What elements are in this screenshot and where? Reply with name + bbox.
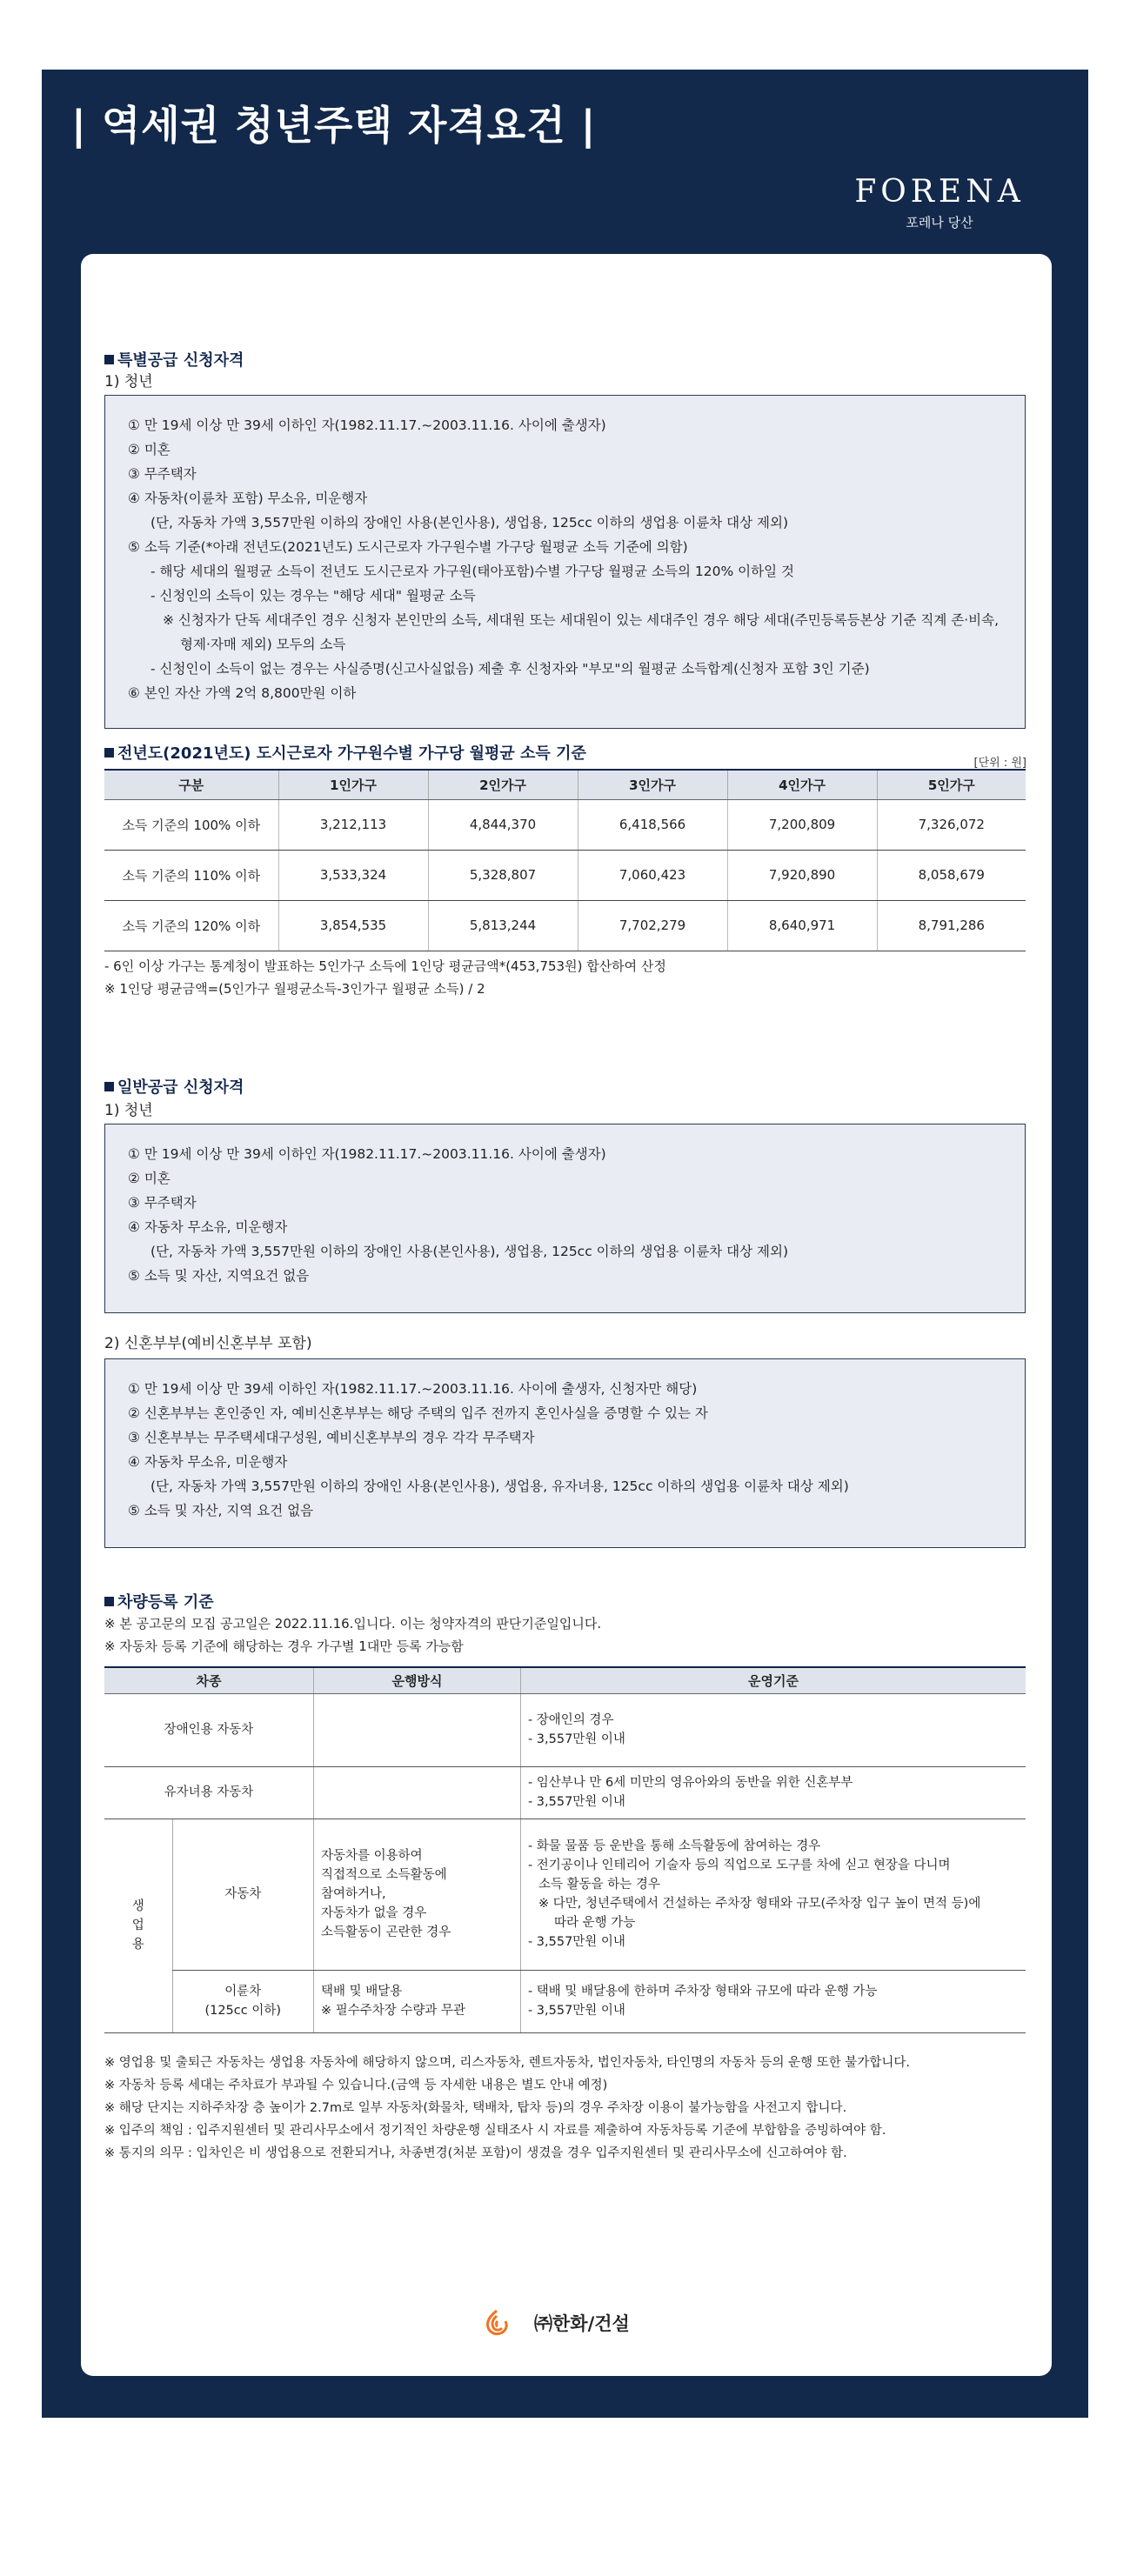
list-item: ③ 신혼부부는 무주택세대구성원, 예비신혼부부의 경우 각각 무주택자 — [128, 1430, 535, 1445]
page-title: | 역세권 청년주택 자격요건 | — [71, 102, 597, 149]
table-cell: - 장애인의 경우 - 3,557만원 이내 — [520, 1693, 1026, 1766]
list-item: ④ 자동차 무소유, 미운행자 — [128, 1219, 288, 1235]
table-header: 5인가구 — [877, 770, 1026, 799]
table-cell: 5,328,807 — [428, 850, 578, 900]
table-cell: 자동차를 이용하여 직접적으로 소득활동에 참여하거나, 자동차가 없을 경우 소득활동이 곤란한 경우 — [313, 1819, 520, 1970]
table-header-row — [104, 770, 1026, 799]
table-cell: 8,058,679 — [877, 850, 1026, 900]
table-cell: 6,418,566 — [578, 799, 727, 850]
general-newlywed-box — [104, 1358, 1026, 1548]
table-row — [104, 900, 1026, 951]
table-header: 4인가구 — [727, 770, 877, 799]
list-item: ⑥ 본인 자산 가액 2억 8,800만원 이하 — [128, 685, 357, 701]
table-cell: - 택배 및 배달용에 한하며 주차장 형태와 규모에 따라 운행 가능 - 3,557만원 이내 — [520, 1970, 1026, 2032]
table-header: 차종 — [104, 1667, 313, 1693]
general-newlywed-subtitle: 2) 신혼부부(예비신혼부부 포함) — [104, 1335, 312, 1352]
table-cell: - 임산부나 만 6세 미만의 영유아와의 동반을 위한 신혼부부 - 3,557만원 이내 — [520, 1766, 1026, 1819]
table-row — [104, 1766, 1026, 1819]
general-youth-box — [104, 1124, 1026, 1313]
table-row — [104, 850, 1026, 900]
table-cell: 소득 기준의 120% 이하 — [104, 900, 278, 951]
table-cell: 8,640,971 — [727, 900, 877, 951]
table-row — [104, 1693, 1026, 1766]
table-cell: 7,326,072 — [877, 799, 1026, 850]
bullet-square-icon — [104, 1082, 114, 1091]
table-header: 구분 — [104, 770, 278, 799]
income-note: - 6인 이상 가구는 통계청이 발표하는 5인가구 소득에 1인당 평균금액*(453,753원) 합산하여 산정 — [104, 958, 666, 974]
table-cell: 소득 기준의 100% 이하 — [104, 799, 278, 850]
table-cell: 8,791,286 — [877, 900, 1026, 951]
list-item: ※ 신청자가 단독 세대주인 경우 신청자 본인만의 소득, 세대원 또는 세대원이 있는 세대주인 경우 해당 세대(주민등록등본상 기준 직계 존·비속, — [163, 612, 999, 628]
list-item: (단, 자동차 가액 3,557만원 이하의 장애인 사용(본인사용), 생업용, 125cc 이하의 생업용 이륜차 대상 제외) — [150, 1244, 789, 1259]
table-cell: 이륜차 (125cc 이하) — [172, 1970, 313, 2032]
income-note: ※ 1인당 평균금액=(5인가구 월평균소득-3인가구 월평균 소득) / 2 — [104, 981, 485, 997]
forena-logo — [853, 174, 1026, 231]
bullet-square-icon — [104, 355, 114, 364]
list-item: 형제·자매 제외) 모두의 소득 — [180, 637, 346, 652]
table-cell: 3,854,535 — [278, 900, 428, 951]
vehicle-intro: ※ 자동차 등록 기준에 해당하는 경우 가구별 1대만 등록 가능함 — [104, 1638, 464, 1654]
table-row — [104, 1970, 1026, 2032]
income-table — [104, 769, 1026, 951]
vehicle-note: ※ 통지의 의무 : 입차인은 비 생업용으로 전환되거나, 차종변경(처분 포함)이 생겼을 경우 입주지원센터 및 관리사무소에 신고하여야 함. — [104, 2146, 847, 2160]
table-cell: 장애인용 자동차 — [104, 1693, 313, 1766]
table-header: 3인가구 — [578, 770, 727, 799]
general-supply-heading: 일반공급 신청자격 — [104, 1075, 244, 1098]
list-item: ② 미혼 — [128, 442, 171, 457]
bullet-square-icon — [104, 748, 114, 757]
table-cell: 3,533,324 — [278, 850, 428, 900]
vehicle-intro: ※ 본 공고문의 모집 공고일은 2022.11.16.입니다. 이는 청약자격의 판단기준일입니다. — [104, 1616, 602, 1632]
table-cell: 7,920,890 — [727, 850, 877, 900]
vehicle-note: ※ 해당 단지는 지하주차장 층 높이가 2.7m로 일부 자동차(화물차, 택배차, 탑차 등)의 경우 주차장 이용이 불가능함을 사전고지 합니다. — [104, 2101, 847, 2115]
table-cell: 소득 기준의 110% 이하 — [104, 850, 278, 900]
vehicle-table — [104, 1666, 1026, 2033]
list-item: ① 만 19세 이상 만 39세 이하인 자(1982.11.17.~2003.11.16. 사이에 출생자, 신청자만 해당) — [128, 1381, 698, 1397]
vehicle-note: ※ 자동차 등록 세대는 주차료가 부과될 수 있습니다.(금액 등 자세한 내용은 별도 안내 예정) — [104, 2079, 608, 2092]
table-cell: 5,813,244 — [428, 900, 578, 951]
table-cell: 유자녀용 자동차 — [104, 1766, 313, 1819]
table-cell: 택배 및 배달용 ※ 필수주차장 수량과 무관 — [313, 1970, 520, 2032]
list-item: ④ 자동차(이륜차 포함) 무소유, 미운행자 — [128, 491, 368, 506]
table-cell: - 화물 물품 등 운반을 통해 소득활동에 참여하는 경우 - 전기공이나 인테리어 기술자 등의 직업으로 도구를 차에 싣고 현장을 다니며 소득 활동을 하는 경우 ※ 다만, 청년주택에서 건설하는 주차장 형태와 규모(주차장 입구 높이 면적 등)에 따라 운행 가능 - 3,557만원 이내 — [520, 1819, 1026, 1970]
vehicle-note: ※ 입주의 책임 : 입주지원센터 및 관리사무소에서 정기적인 차량운행 실태조사 시 자료를 제출하여 자동차등록 기준에 부합함을 증빙하여야 함. — [104, 2124, 886, 2138]
table-cell: 생업용 — [104, 1819, 172, 2032]
vehicle-note: ※ 영업용 및 출퇴근 자동차는 생업용 자동차에 해당하지 않으며, 리스자동차, 렌트자동차, 법인자동차, 타인명의 자동차 등의 운행 또한 불가합니다. — [104, 2056, 910, 2070]
list-item: ② 신혼부부는 혼인중인 자, 예비신혼부부는 해당 주택의 입주 전까지 혼인사실을 증명할 수 있는 자 — [128, 1405, 708, 1421]
list-item: ③ 무주택자 — [128, 466, 197, 482]
table-cell — [313, 1693, 520, 1766]
list-item: ⑤ 소득 및 자산, 지역 요건 없음 — [128, 1503, 314, 1518]
general-youth-subtitle: 1) 청년 — [104, 1102, 153, 1119]
table-cell: 7,200,809 — [727, 799, 877, 850]
table-header: 운영기준 — [520, 1667, 1026, 1693]
logo-word: FORENA — [854, 174, 1025, 210]
table-cell: 4,844,370 — [428, 799, 578, 850]
income-heading: 전년도(2021년도) 도시근로자 가구원수별 가구당 월평균 소득 기준 — [104, 741, 586, 764]
table-header: 1인가구 — [278, 770, 428, 799]
unit-label: [단위 : 원] — [973, 757, 1026, 770]
table-cell: 7,702,279 — [578, 900, 727, 951]
hanwha-logo — [482, 2305, 656, 2339]
logo-subtitle: 포레나 당산 — [906, 215, 973, 230]
vehicle-heading: 차량등록 기준 — [104, 1590, 214, 1612]
list-item: ① 만 19세 이상 만 39세 이하인 자(1982.11.17.~2003.11.16. 사이에 출생자) — [128, 1146, 606, 1162]
list-item: - 신청인이 소득이 없는 경우는 사실증명(신고사실없음) 제출 후 신청자와 "부모"의 월평균 소득합계(신청자 포함 3인 기준) — [150, 661, 870, 677]
table-row — [104, 799, 1026, 850]
list-item: ③ 무주택자 — [128, 1195, 197, 1211]
list-item: ⑤ 소득 기준(*아래 전년도(2021년도) 도시근로자 가구원수별 가구당 월평균 소득 기준에 의함) — [128, 539, 688, 555]
hanwha-flame-icon — [482, 2308, 512, 2338]
list-item: ④ 자동차 무소유, 미운행자 — [128, 1454, 288, 1470]
special-supply-heading: 특별공급 신청자격 — [104, 348, 244, 370]
list-item: ② 미혼 — [128, 1171, 171, 1186]
list-item: (단, 자동차 가액 3,557만원 이하의 장애인 사용(본인사용), 생업용, 유자녀용, 125cc 이하의 생업용 이륜차 대상 제외) — [150, 1478, 849, 1494]
company-name: ㈜한화/건설 — [534, 2313, 630, 2334]
special-youth-subtitle: 1) 청년 — [104, 373, 153, 390]
list-item: - 해당 세대의 월평균 소득이 전년도 도시근로자 가구원(태아포함)수별 가구당 월평균 소득의 120% 이하일 것 — [150, 564, 794, 579]
list-item: ① 만 19세 이상 만 39세 이하인 자(1982.11.17.~2003.11.16. 사이에 출생자) — [128, 417, 606, 433]
list-item: - 신청인의 소득이 있는 경우는 "해당 세대" 월평균 소득 — [150, 588, 476, 604]
bullet-square-icon — [104, 1597, 114, 1606]
table-cell — [313, 1766, 520, 1819]
table-row — [104, 1819, 1026, 1970]
table-cell: 3,212,113 — [278, 799, 428, 850]
table-cell: 자동차 — [172, 1819, 313, 1970]
special-youth-box — [104, 395, 1026, 729]
table-header-row — [104, 1667, 1026, 1693]
table-header: 운행방식 — [313, 1667, 520, 1693]
list-item: (단, 자동차 가액 3,557만원 이하의 장애인 사용(본인사용), 생업용, 125cc 이하의 생업용 이륜차 대상 제외) — [150, 515, 789, 531]
table-cell: 7,060,423 — [578, 850, 727, 900]
table-header: 2인가구 — [428, 770, 578, 799]
list-item: ⑤ 소득 및 자산, 지역요건 없음 — [128, 1268, 310, 1284]
